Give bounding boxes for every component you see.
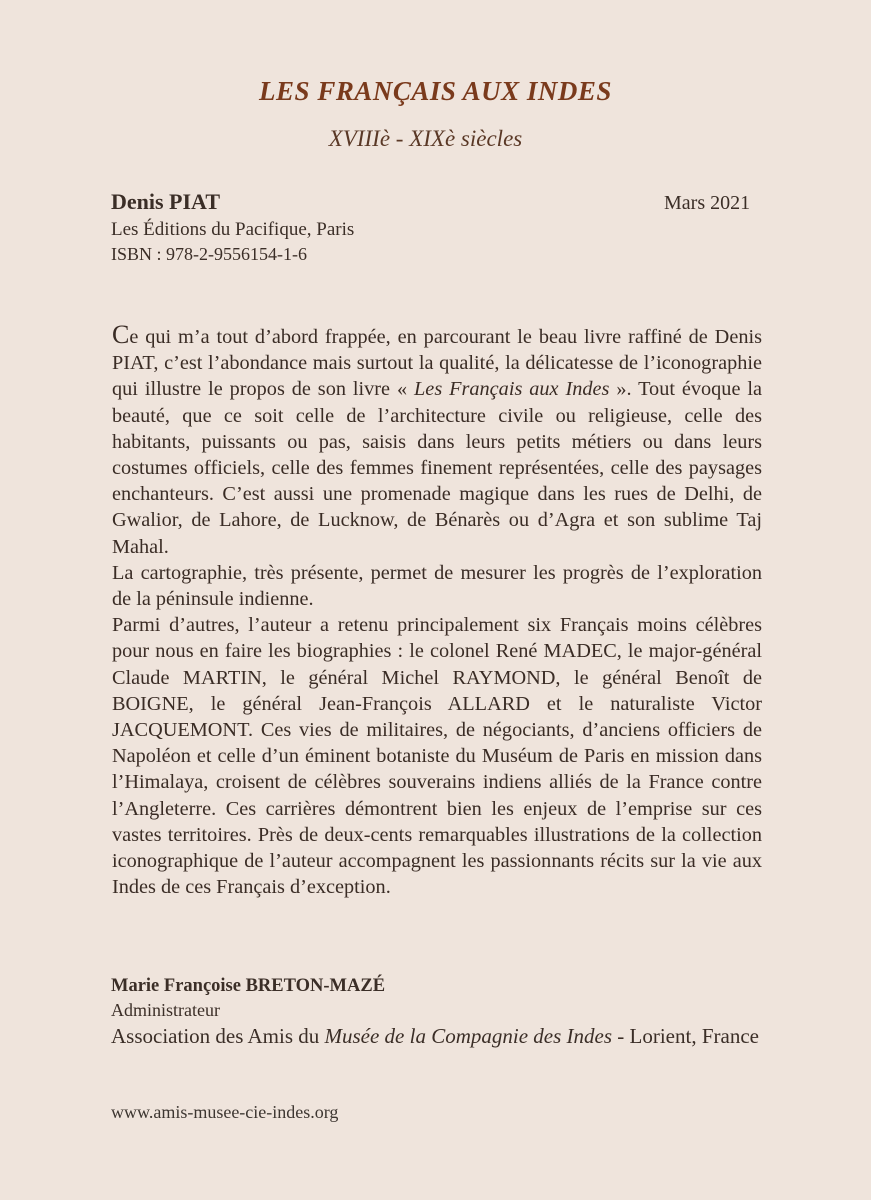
book-isbn: ISBN : 978-2-9556154-1-6 [111,244,307,264]
review-text: e qui m’a tout d’abord frappée, en parcourant le beau livre raffiné de Denis PIAT, c’est l’abondance mais surtout la qualité, la délicatesse de l’iconographie qui illustre le propos de son livre « [112,326,762,401]
museum-name: Musée de la Compagnie des Indes [324,1024,613,1048]
signature-organization [111,1023,771,1049]
document-title: LES FRANÇAIS AUX INDES [259,76,612,106]
review-paragraph-3: Parmi d’autres, l’auteur a retenu principalement six Français moins célèbres pour nous en faire les biographies : le colonel René MADEC, le major-général Claude MARTIN, le général Michel RAYMOND, le général Benoît de BOIGNE, le général Jean-François ALLARD et le naturaliste Victor JACQUEMONT. Ces vies de militaires, de négociants, d’anciens officiers de Napoléon et celle d’un éminent botaniste du Muséum de Paris en mission dans l’Himalaya, croisent de célèbres souverains indiens alliés de la France contre l’Angleterre. Ces carrières démontrent bien les enjeux de l’emprise sur ces vastes territoires. Près de deux-cents remarquables illustrations de la collection iconographique de l’auteur accompagnent les passionnants récits sur la vie aux Indes de ces Français d’exception. [112,614,762,899]
review-paragraph-1 [112,322,762,560]
org-text: - Lorient, France [612,1024,759,1048]
document-subtitle: XVIIIè - XIXè siècles [328,126,523,151]
book-title-reference: Les Français aux Indes [414,378,610,401]
drop-letter: C [112,320,130,349]
book-publisher: Les Éditions du Pacifique, Paris [111,219,355,240]
book-author: Denis PIAT [111,189,220,214]
review-date: Mars 2021 [664,192,751,214]
review-body [112,322,762,900]
review-text: ». Tout évoque la beauté, que ce soit celle de l’architecture civile ou religieuse, celle des habitants, puissants ou pas, saisis dans leurs petits métiers ou dans leurs costumes officiels, celle des femmes finement représentées, celle des paysages enchanteurs. C’est aussi une promenade magique dans les rues de Delhi, de Gwalior, de Lahore, de Lucknow, de Bénarès ou d’Agra et son sublime Taj Mahal. [112,378,762,558]
org-text: Association des Amis du [111,1024,325,1048]
signature-role: Administrateur [111,1000,220,1020]
website-link[interactable]: www.amis-musee-cie-indes.org [111,1102,339,1122]
review-paragraph-2: La cartographie, très présente, permet de mesurer les progrès de l’exploration de la péninsule indienne. [112,561,762,611]
signature-name: Marie Françoise BRETON-MAZÉ [111,976,386,996]
